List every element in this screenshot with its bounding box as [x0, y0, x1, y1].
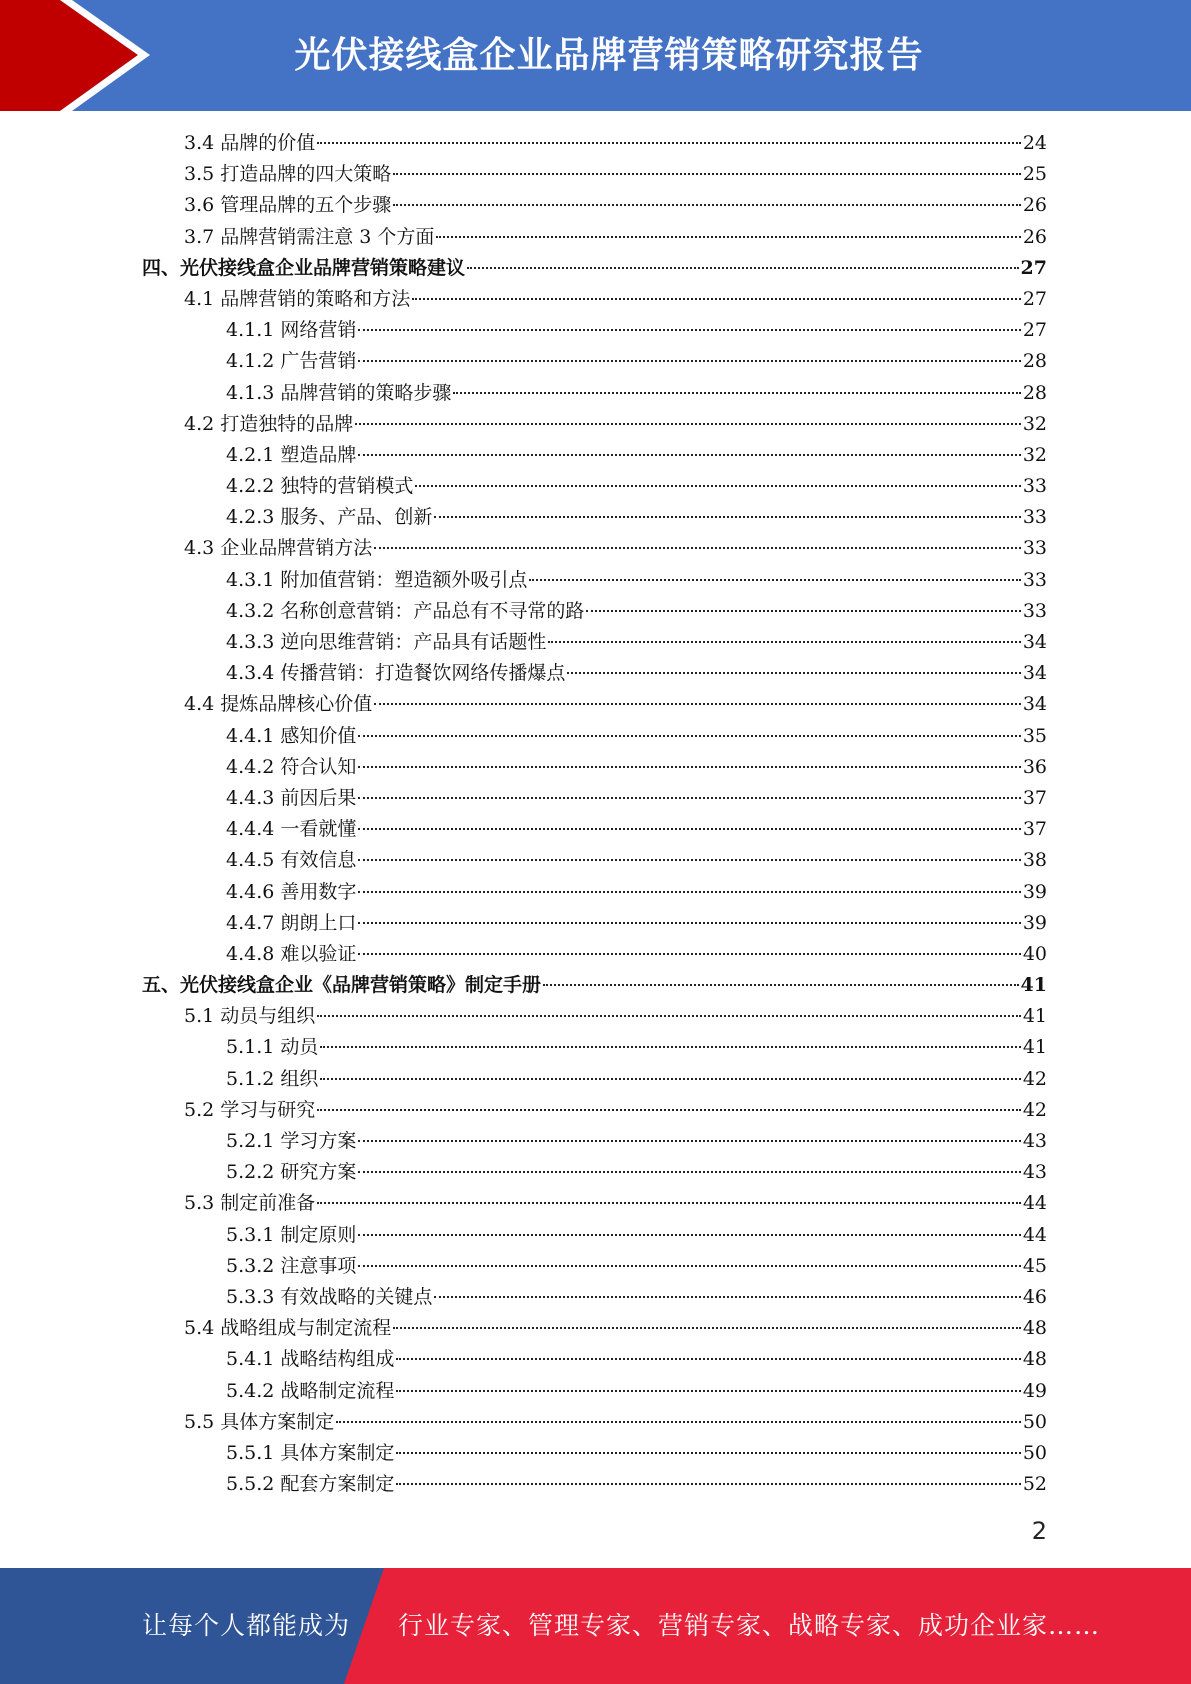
toc-chapter-entry[interactable]: [0, 970, 1191, 1001]
toc-entry-page-number: 38: [1022, 849, 1047, 872]
dotted-leader: [529, 579, 1020, 581]
toc-entry-page-number: 33: [1022, 599, 1047, 622]
toc-entry-title: 4.3.3 逆向思维营销：产品具有话题性: [226, 631, 547, 653]
toc-entry-page-number: 50: [1022, 1441, 1047, 1464]
toc-section-entry[interactable]: [0, 533, 1191, 564]
dotted-leader: [396, 1390, 1020, 1392]
toc-entry-page-number: 50: [1022, 1410, 1047, 1433]
toc-entry-title: 4.4.5 有效信息: [226, 849, 357, 872]
toc-entry-title: 4.4.4 一看就懂: [226, 818, 357, 841]
dotted-leader: [396, 1483, 1020, 1485]
dotted-leader: [358, 859, 1020, 861]
toc-entry-page-number: 42: [1022, 1098, 1047, 1121]
dotted-leader: [393, 1327, 1021, 1329]
toc-entry-page-number: 43: [1022, 1161, 1047, 1184]
toc-entry-title: 5.2.1 学习方案: [226, 1130, 357, 1152]
toc-subsection-entry[interactable]: [0, 565, 1191, 596]
dotted-leader: [358, 953, 1020, 955]
toc-subsection-entry[interactable]: [0, 346, 1191, 377]
toc-section-entry[interactable]: [0, 190, 1191, 221]
toc-entry-title: 3.5 打造品牌的四大策略: [184, 163, 392, 186]
dotted-leader: [393, 204, 1021, 206]
toc-entry-title: 5.4.2 战略制定流程: [226, 1379, 395, 1402]
toc-entry-page-number: 27: [1022, 287, 1047, 310]
toc-entry-title: 5.3.2 注意事项: [226, 1254, 357, 1277]
toc-entry-page-number: 28: [1022, 350, 1047, 373]
toc-section-entry[interactable]: [0, 1095, 1191, 1126]
dotted-leader: [358, 1265, 1020, 1267]
toc-subsection-entry[interactable]: [0, 721, 1191, 752]
dotted-leader: [317, 142, 1021, 144]
toc-entry-page-number: 34: [1022, 662, 1047, 685]
toc-section-entry[interactable]: [0, 689, 1191, 720]
toc-entry-page-number: 34: [1022, 631, 1047, 653]
dotted-leader: [467, 267, 1019, 269]
toc-subsection-entry[interactable]: [0, 939, 1191, 970]
toc-section-entry[interactable]: [0, 284, 1191, 315]
toc-entry-page-number: 27: [1020, 256, 1047, 279]
toc-entry-page-number: 49: [1022, 1379, 1047, 1402]
toc-entry-page-number: 26: [1022, 194, 1047, 217]
toc-chapter-entry[interactable]: [0, 253, 1191, 284]
dotted-leader: [436, 236, 1020, 238]
dotted-leader: [358, 735, 1020, 737]
dotted-leader: [355, 423, 1021, 425]
toc-section-entry[interactable]: [0, 1313, 1191, 1344]
toc-subsection-entry[interactable]: [0, 596, 1191, 627]
toc-entry-title: 4.4 提炼品牌核心价值: [184, 693, 373, 716]
toc-entry-title: 5.5.1 具体方案制定: [226, 1441, 395, 1464]
toc-entry-title: 4.2 打造独特的品牌: [184, 412, 354, 435]
toc-subsection-entry[interactable]: [0, 814, 1191, 845]
toc-entry-page-number: 41: [1022, 1005, 1047, 1028]
dotted-leader: [317, 1015, 1021, 1017]
toc-section-entry[interactable]: [0, 1001, 1191, 1032]
toc-entry-title: 4.2.2 独特的营销模式: [226, 475, 414, 498]
header-banner: [0, 0, 1191, 111]
toc-entry-page-number: 45: [1022, 1254, 1047, 1277]
toc-entry-title: 4.4.8 难以验证: [226, 942, 357, 965]
toc-entry-title: 4.1.1 网络营销: [226, 319, 357, 342]
toc-entry-page-number: 37: [1022, 786, 1047, 809]
toc-entry-page-number: 42: [1022, 1067, 1047, 1090]
toc-entry-title: 4.3 企业品牌营销方法: [184, 537, 373, 560]
toc-entry-page-number: 28: [1022, 381, 1047, 404]
toc-entry-page-number: 32: [1022, 443, 1047, 466]
toc-entry-page-number: 33: [1022, 475, 1047, 498]
dotted-leader: [358, 1171, 1020, 1173]
toc-subsection-entry[interactable]: [0, 627, 1191, 658]
toc-entry-title: 4.4.1 感知价值: [226, 724, 357, 747]
toc-entry-page-number: 25: [1022, 163, 1047, 186]
dotted-leader: [358, 891, 1020, 893]
toc-entry-page-number: 36: [1022, 755, 1047, 778]
footer-slogan-left: 让每个人都能成为: [142, 1611, 351, 1640]
toc-subsection-entry[interactable]: [0, 440, 1191, 471]
dotted-leader: [415, 485, 1020, 487]
toc-entry-title: 4.3.2 名称创意营销：产品总有不寻常的路: [226, 599, 585, 622]
dotted-leader: [412, 298, 1021, 300]
dotted-leader: [358, 1140, 1020, 1142]
toc-subsection-entry[interactable]: [0, 783, 1191, 814]
toc-entry-title: 5.2 学习与研究: [184, 1098, 316, 1121]
toc-entry-page-number: 40: [1022, 942, 1047, 965]
toc-entry-page-number: 33: [1022, 506, 1047, 529]
dotted-leader: [317, 1202, 1021, 1204]
toc-entry-title: 5.3 制定前准备: [184, 1192, 316, 1215]
toc-entry-title: 5.5 具体方案制定: [184, 1410, 335, 1433]
toc-entry-title: 3.7 品牌营销需注意 3 个方面: [184, 225, 435, 248]
toc-entry-title: 4.3.4 传播营销：打造餐饮网络传播爆点: [226, 662, 566, 685]
toc-subsection-entry[interactable]: [0, 1032, 1191, 1063]
toc-entry-page-number: 33: [1022, 537, 1047, 560]
dotted-leader: [358, 828, 1020, 830]
dotted-leader: [434, 516, 1020, 518]
toc-entry-title: 4.2.1 塑造品牌: [226, 443, 357, 466]
toc-subsection-entry[interactable]: [0, 1157, 1191, 1188]
toc-entry-title: 5.4 战略组成与制定流程: [184, 1317, 392, 1340]
footer-banner: [0, 1568, 1191, 1684]
toc-subsection-entry[interactable]: [0, 908, 1191, 939]
report-title: 光伏接线盒企业品牌营销策略研究报告: [294, 35, 924, 76]
toc-entry-title: 4.1.2 广告营销: [226, 350, 357, 373]
dotted-leader: [358, 797, 1020, 799]
toc-subsection-entry[interactable]: [0, 1344, 1191, 1375]
toc-entry-title: 5.2.2 研究方案: [226, 1161, 357, 1184]
toc-entry-title: 3.4 品牌的价值: [184, 132, 316, 154]
toc-section-entry[interactable]: [0, 128, 1191, 159]
toc-subsection-entry[interactable]: [0, 1126, 1191, 1157]
toc-entry-page-number: 44: [1022, 1192, 1047, 1215]
dotted-leader: [396, 1358, 1020, 1360]
toc-entry-title: 5.4.1 战略结构组成: [226, 1348, 395, 1371]
toc-subsection-entry[interactable]: [0, 471, 1191, 502]
toc-entry-title: 3.6 管理品牌的五个步骤: [184, 194, 392, 217]
toc-entry-title: 5.1 动员与组织: [184, 1005, 316, 1028]
toc-section-entry[interactable]: [0, 159, 1191, 190]
toc-entry-page-number: 46: [1022, 1285, 1047, 1308]
dotted-leader: [317, 1109, 1021, 1111]
toc-subsection-entry[interactable]: [0, 752, 1191, 783]
toc-entry-page-number: 48: [1022, 1348, 1047, 1371]
dotted-leader: [393, 173, 1021, 175]
toc-subsection-entry[interactable]: [0, 502, 1191, 533]
toc-entry-title: 5.5.2 配套方案制定: [226, 1473, 395, 1496]
toc-entry-page-number: 48: [1022, 1317, 1047, 1340]
toc-entry-page-number: 32: [1022, 412, 1047, 435]
toc-entry-page-number: 34: [1022, 693, 1047, 716]
toc-section-entry[interactable]: [0, 222, 1191, 253]
toc-entry-title: 4.1.3 品牌营销的策略步骤: [226, 381, 452, 404]
dotted-leader: [374, 703, 1021, 705]
toc-subsection-entry[interactable]: [0, 1251, 1191, 1282]
toc-entry-title: 4.4.6 善用数字: [226, 880, 357, 903]
toc-entry-title: 4.2.3 服务、产品、创新: [226, 506, 433, 529]
toc-entry-page-number: 33: [1022, 568, 1047, 591]
toc-entry-page-number: 35: [1022, 724, 1047, 747]
dotted-leader: [434, 1296, 1020, 1298]
toc-entry-page-number: 41: [1020, 974, 1047, 997]
toc-section-entry[interactable]: [0, 409, 1191, 440]
dotted-leader: [548, 641, 1020, 643]
toc-subsection-entry[interactable]: [0, 845, 1191, 876]
toc-section-entry[interactable]: [0, 1188, 1191, 1219]
toc-subsection-entry[interactable]: [0, 1064, 1191, 1095]
toc-subsection-entry[interactable]: [0, 658, 1191, 689]
dotted-leader: [358, 454, 1020, 456]
toc-entry-title: 4.1 品牌营销的策略和方法: [184, 287, 411, 310]
dotted-leader: [358, 766, 1020, 768]
toc-subsection-entry[interactable]: [0, 1469, 1191, 1500]
dotted-leader: [567, 672, 1020, 674]
dotted-leader: [453, 392, 1020, 394]
toc-entry-page-number: 24: [1022, 132, 1047, 154]
toc-entry-page-number: 41: [1022, 1036, 1047, 1059]
toc-subsection-entry[interactable]: [0, 378, 1191, 409]
toc-subsection-entry[interactable]: [0, 877, 1191, 908]
toc-entry-page-number: 43: [1022, 1130, 1047, 1152]
toc-entry-title: 4.4.3 前因后果: [226, 786, 357, 809]
toc-entry-title: 5.1.1 动员: [226, 1036, 319, 1059]
dotted-leader: [358, 329, 1020, 331]
toc-entry-page-number: 39: [1022, 880, 1047, 903]
toc-entry-title: 4.3.1 附加值营销：塑造额外吸引点: [226, 568, 528, 591]
toc-entry-title: 四、光伏接线盒企业品牌营销策略建议: [142, 256, 466, 279]
toc-subsection-entry[interactable]: [0, 1438, 1191, 1469]
table-of-contents: [0, 128, 1191, 1500]
toc-subsection-entry[interactable]: [0, 1282, 1191, 1313]
dotted-leader: [358, 360, 1020, 362]
toc-entry-page-number: 37: [1022, 818, 1047, 841]
dotted-leader: [320, 1046, 1020, 1048]
dotted-leader: [358, 922, 1020, 924]
toc-entry-page-number: 27: [1022, 319, 1047, 342]
toc-entry-title: 五、光伏接线盒企业《品牌营销策略》制定手册: [142, 974, 542, 997]
dotted-leader: [396, 1452, 1020, 1454]
dotted-leader: [586, 610, 1020, 612]
toc-entry-page-number: 44: [1022, 1223, 1047, 1246]
toc-section-entry[interactable]: [0, 1407, 1191, 1438]
page-number: 2: [1031, 1517, 1047, 1545]
toc-entry-title: 4.4.7 朗朗上口: [226, 911, 357, 934]
dotted-leader: [320, 1078, 1020, 1080]
toc-entry-title: 4.4.2 符合认知: [226, 755, 357, 778]
toc-entry-page-number: 26: [1022, 225, 1047, 248]
toc-subsection-entry[interactable]: [0, 1220, 1191, 1251]
toc-subsection-entry[interactable]: [0, 1376, 1191, 1407]
dotted-leader: [358, 1234, 1020, 1236]
dotted-leader: [374, 547, 1021, 549]
toc-entry-title: 5.3.1 制定原则: [226, 1223, 357, 1246]
dotted-leader: [336, 1421, 1021, 1423]
toc-entry-title: 5.3.3 有效战略的关键点: [226, 1285, 433, 1308]
toc-entry-page-number: 39: [1022, 911, 1047, 934]
footer-slogan-right: 行业专家、管理专家、营销专家、战略专家、成功企业家……: [398, 1611, 1101, 1640]
toc-entry-title: 5.1.2 组织: [226, 1067, 319, 1090]
toc-subsection-entry[interactable]: [0, 315, 1191, 346]
toc-entry-page-number: 52: [1022, 1473, 1047, 1496]
dotted-leader: [543, 984, 1019, 986]
